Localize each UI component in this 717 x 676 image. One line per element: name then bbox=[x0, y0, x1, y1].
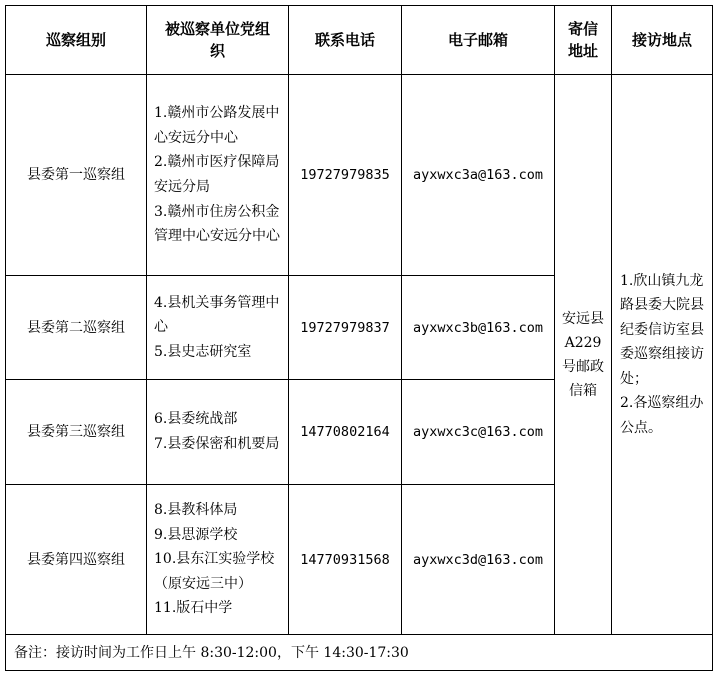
group-cell: 县委第三巡察组 bbox=[6, 380, 147, 485]
header-units: 被巡察单位党组织 bbox=[147, 6, 289, 75]
group-cell: 县委第一巡察组 bbox=[6, 75, 147, 276]
visit-item: 2.各巡察组办公点。 bbox=[620, 395, 704, 436]
visit-item: 1.欣山镇九龙路县委大院县纪委信访室县委巡察组接访处； bbox=[620, 272, 704, 387]
units-cell bbox=[147, 75, 289, 276]
phone-cell: 14770931568 bbox=[289, 485, 402, 635]
header-visit: 接访地点 bbox=[612, 6, 713, 75]
unit-item: 3.赣州市住房公积金管理中心安远分中心 bbox=[154, 203, 280, 245]
header-phone: 联系电话 bbox=[289, 6, 402, 75]
units-cell bbox=[147, 485, 289, 635]
inspection-schedule-table bbox=[5, 5, 713, 671]
header-row bbox=[6, 6, 713, 75]
address-text: 安远县A229号邮政信箱 bbox=[562, 310, 604, 399]
unit-item: 7.县委保密和机要局 bbox=[154, 436, 280, 452]
table-row bbox=[6, 75, 713, 276]
email-cell: ayxwxc3a@163.com bbox=[402, 75, 555, 276]
unit-item: 2.赣州市医疗保障局安远分局 bbox=[154, 154, 280, 195]
unit-item: 11.版石中学 bbox=[154, 600, 233, 617]
header-group: 巡察组别 bbox=[6, 6, 147, 75]
unit-item: 1.赣州市公路发展中心安远分中心 bbox=[154, 105, 280, 146]
unit-item: 5.县史志研究室 bbox=[154, 343, 252, 360]
phone-cell: 14770802164 bbox=[289, 380, 402, 485]
address-cell bbox=[555, 75, 612, 635]
note-text: 备注：接访时间为工作日上午 8:30-12:00，下午 14:30-17:30 bbox=[6, 635, 713, 671]
visit-location-cell bbox=[612, 75, 713, 635]
unit-item: 9.县思源学校 bbox=[154, 526, 238, 543]
email-cell: ayxwxc3b@163.com bbox=[402, 276, 555, 380]
unit-item: 10.县东江实验学校（原安远三中） bbox=[154, 551, 275, 592]
units-cell bbox=[147, 276, 289, 380]
group-cell: 县委第四巡察组 bbox=[6, 485, 147, 635]
unit-item: 8.县教科体局 bbox=[154, 502, 238, 519]
note-row bbox=[6, 635, 713, 671]
email-cell: ayxwxc3c@163.com bbox=[402, 380, 555, 485]
group-cell: 县委第二巡察组 bbox=[6, 276, 147, 380]
header-email: 电子邮箱 bbox=[402, 6, 555, 75]
phone-cell: 19727979837 bbox=[289, 276, 402, 380]
phone-cell: 19727979835 bbox=[289, 75, 402, 276]
email-cell: ayxwxc3d@163.com bbox=[402, 485, 555, 635]
unit-item: 6.县委统战部 bbox=[154, 411, 238, 428]
units-cell bbox=[147, 380, 289, 485]
unit-item: 4.县机关事务管理中心 bbox=[154, 294, 280, 336]
header-address: 寄信地址 bbox=[555, 6, 612, 75]
